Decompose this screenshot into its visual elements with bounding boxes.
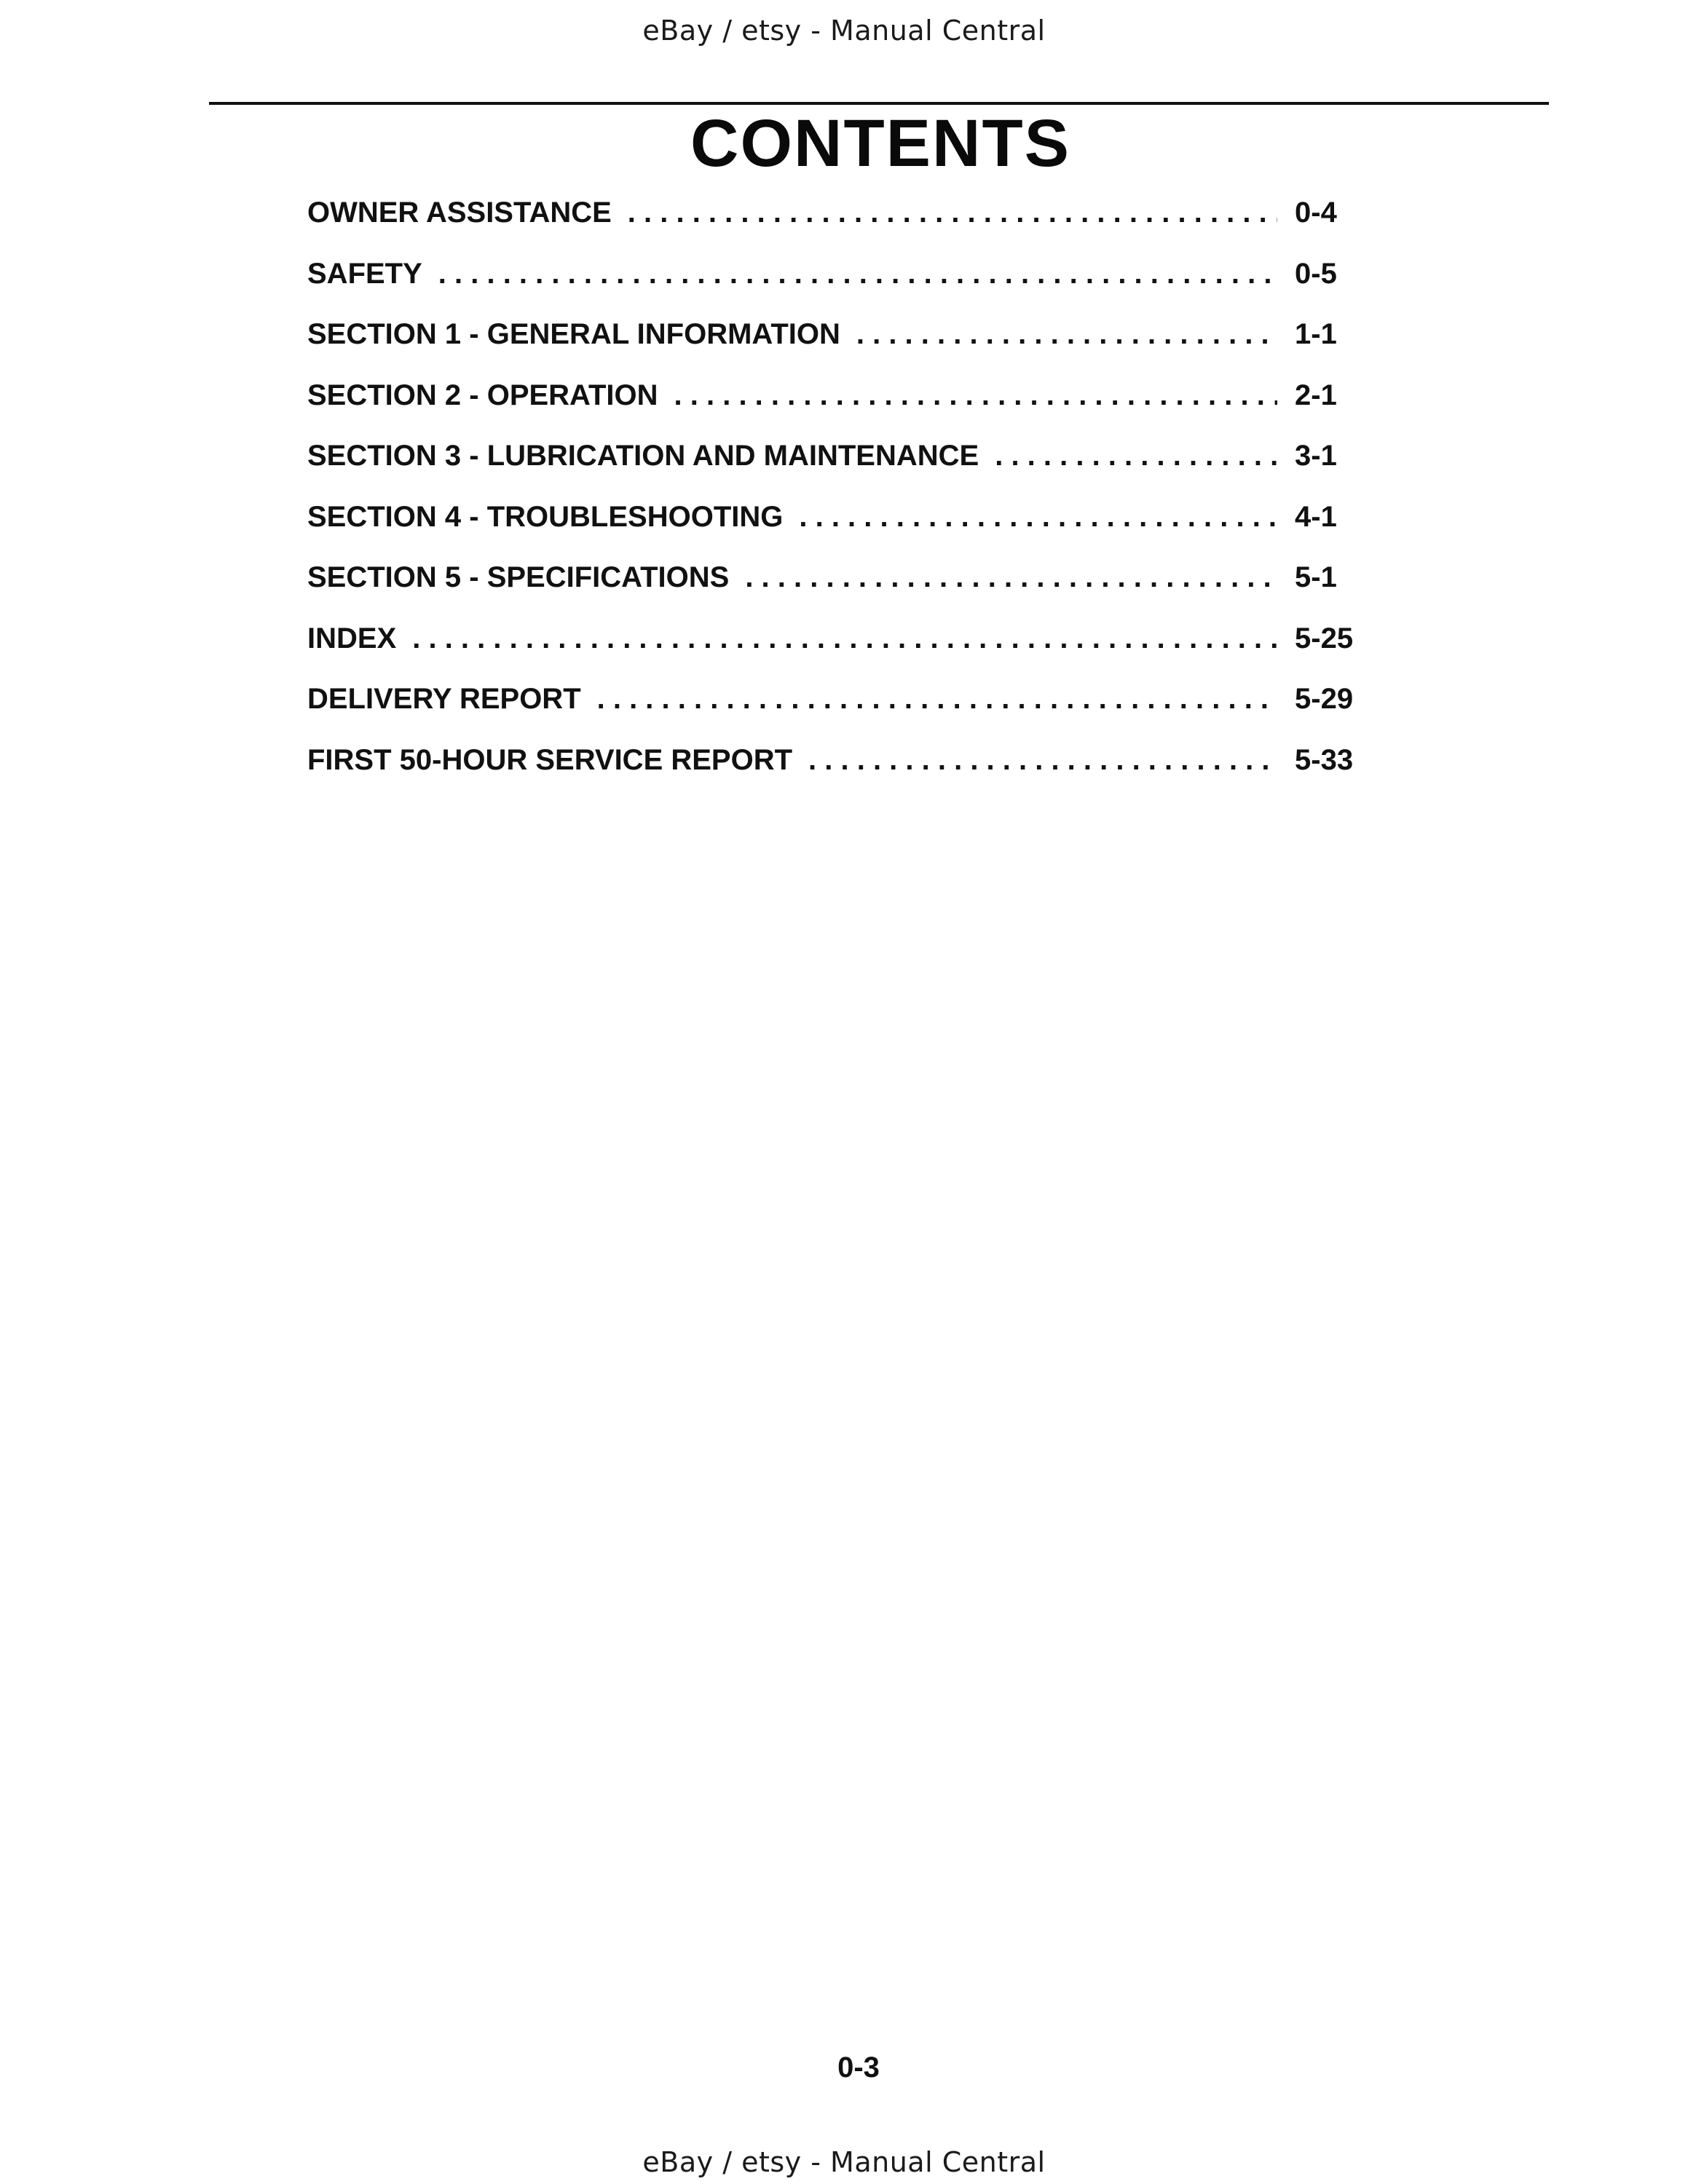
toc-label: FIRST 50-HOUR SERVICE REPORT [307, 743, 793, 776]
toc-entry-first-50-hour-service-report[interactable] [307, 744, 1370, 805]
toc-entry-owner-assistance[interactable] [307, 197, 1370, 258]
dot-leader [745, 561, 1277, 594]
toc-label: SECTION 1 - GENERAL INFORMATION [307, 318, 840, 350]
toc-entry-section-4[interactable] [307, 501, 1370, 562]
toc-page-number: 1-1 [1295, 318, 1337, 350]
dot-leader [995, 440, 1277, 472]
toc-entry-section-1[interactable] [307, 318, 1370, 379]
toc-label: DELIVERY REPORT [307, 683, 581, 715]
toc-page-number: 2-1 [1295, 379, 1337, 411]
dot-leader [856, 318, 1277, 351]
dot-leader [808, 744, 1277, 777]
toc-label: SAFETY [307, 257, 422, 290]
page-number: 0-3 [837, 2052, 880, 2084]
toc-entry-section-3[interactable] [307, 440, 1370, 501]
toc-entry-index[interactable] [307, 622, 1370, 684]
dot-leader [674, 379, 1277, 412]
toc-page-number: 5-1 [1295, 561, 1337, 593]
toc-label: SECTION 3 - LUBRICATION AND MAINTENANCE [307, 440, 979, 472]
toc-entry-section-5[interactable] [307, 561, 1370, 622]
toc-page-number: 5-25 [1295, 622, 1354, 654]
dot-leader [799, 501, 1277, 534]
toc-label: SECTION 5 - SPECIFICATIONS [307, 561, 730, 593]
dot-leader [628, 197, 1277, 229]
toc-entry-safety[interactable] [307, 258, 1370, 319]
toc-page-number: 5-33 [1295, 743, 1354, 776]
dot-leader [412, 622, 1277, 655]
toc-label: INDEX [307, 622, 397, 654]
toc-label: SECTION 2 - OPERATION [307, 379, 658, 411]
title-rule [209, 102, 1549, 105]
toc-page-number: 4-1 [1295, 500, 1337, 533]
toc-label: OWNER ASSISTANCE [307, 197, 612, 229]
toc-page-number: 5-29 [1295, 683, 1354, 715]
toc-label: SECTION 4 - TROUBLESHOOTING [307, 500, 784, 533]
watermark-top: eBay / etsy - Manual Central [642, 15, 1046, 47]
table-of-contents [307, 197, 1370, 804]
dot-leader [438, 258, 1277, 290]
dot-leader [597, 683, 1277, 716]
toc-page-number: 3-1 [1295, 440, 1337, 472]
toc-entry-delivery-report[interactable] [307, 683, 1370, 744]
toc-entry-section-2[interactable] [307, 379, 1370, 440]
page-title: CONTENTS [690, 106, 1070, 181]
watermark-bottom: eBay / etsy - Manual Central [642, 2146, 1046, 2178]
toc-page-number: 0-5 [1295, 257, 1337, 290]
toc-page-number: 0-4 [1295, 197, 1337, 229]
